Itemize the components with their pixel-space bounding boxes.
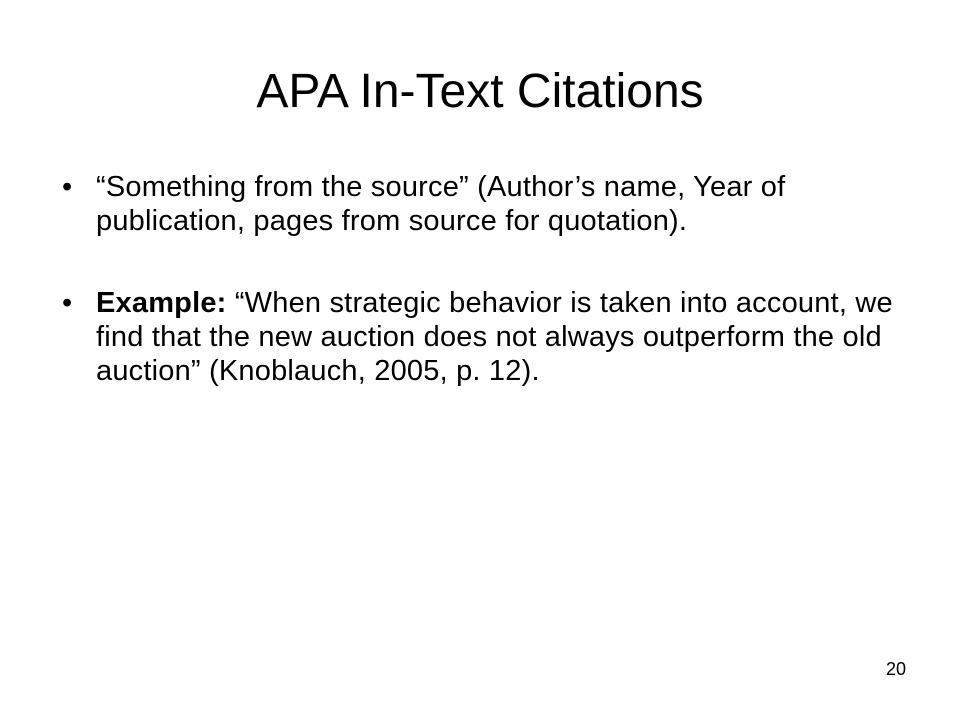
- bullet-icon: •: [62, 287, 73, 319]
- bullet-icon: •: [62, 171, 73, 203]
- bullet-item-citation-format: [62, 170, 922, 238]
- example-label: Example:: [96, 287, 227, 319]
- bullet-item-example: [62, 286, 922, 388]
- bullet-text: “Something from the source” (Author’s name, Year of publication, pages from source for quotation).: [96, 171, 786, 237]
- page-number: 20: [885, 659, 906, 679]
- slide-title: APA In-Text Citations: [256, 65, 704, 118]
- example-text: “When strategic behavior is taken into account, we find that the new auction does not always outperform the old auction” (Knoblauch, 2005, p. 12).: [96, 287, 893, 387]
- bullet-list: [62, 170, 922, 388]
